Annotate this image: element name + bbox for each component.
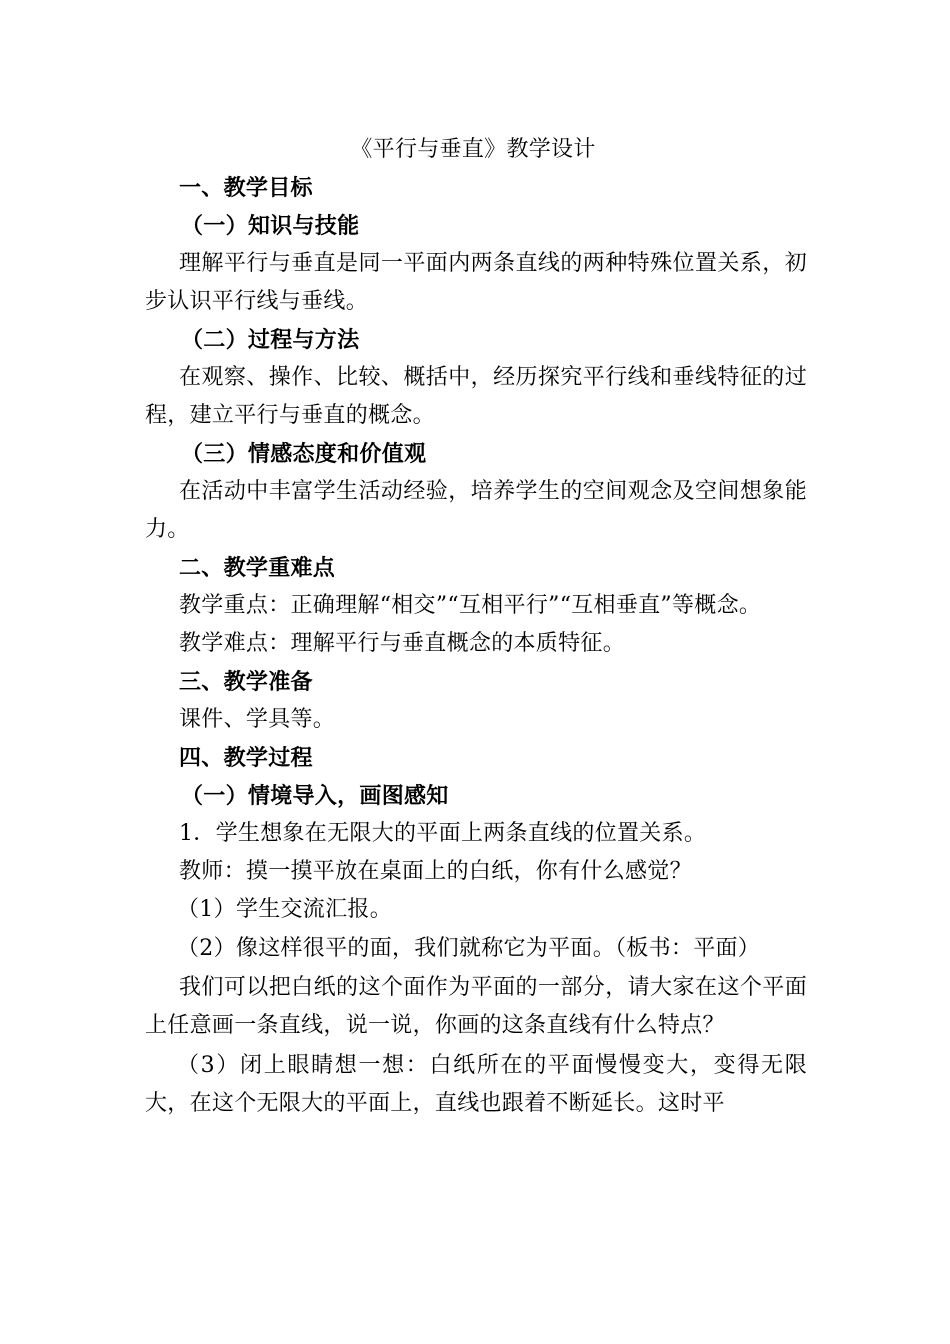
paragraph: 教师：摸一摸平放在桌面上的白纸，你有什么感觉？ (179, 859, 692, 884)
paragraph: （2）像这样很平的面，我们就称它为平面。（板书：平面） (177, 936, 761, 961)
paragraph: 我们可以把白纸的这个面作为平面的一部分，请大家在这个平面上任意画一条直线，说一说，你画的这条直线有什么特点？ (145, 975, 807, 1038)
subsection-heading: （一）情境导入，画图感知 (181, 783, 449, 809)
paragraph: 理解平行与垂直是同一平面内两条直线的两种特殊位置关系，初步认识平行线与垂线。 (145, 251, 807, 314)
paragraph: 教学重点：正确理解“相交”“互相平行”“互相垂直”等概念。 (179, 593, 762, 618)
paragraph: 在活动中丰富学生活动经验，培养学生的空间观念及空间想象能力。 (145, 479, 807, 542)
paragraph: （1）学生交流汇报。 (177, 897, 392, 922)
paragraph: 1．学生想象在无限大的平面上两条直线的位置关系。 (179, 821, 707, 846)
section-heading: 一、教学目标 (179, 175, 313, 201)
subsection-heading: （一）知识与技能 (181, 213, 360, 239)
document-title: 《平行与垂直》教学设计 (350, 137, 596, 162)
paragraph: 课件、学具等。 (179, 707, 336, 732)
subsection-heading: （二）过程与方法 (181, 327, 360, 353)
section-heading: 三、教学准备 (179, 669, 313, 695)
paragraph: （3）闭上眼睛想一想：白纸所在的平面慢慢变大，变得无限大，在这个无限大的平面上，直线也跟着不断延长。这时平 (145, 1053, 807, 1116)
section-heading: 四、教学过程 (179, 745, 313, 771)
section-heading: 二、教学重难点 (179, 555, 336, 581)
paragraph: 教学难点：理解平行与垂直概念的本质特征。 (179, 631, 626, 656)
subsection-heading: （三）情感态度和价值观 (181, 441, 427, 467)
document-body (145, 130, 807, 1123)
paragraph: 在观察、操作、比较、概括中，经历探究平行线和垂线特征的过程，建立平行与垂直的概念。 (145, 365, 807, 428)
